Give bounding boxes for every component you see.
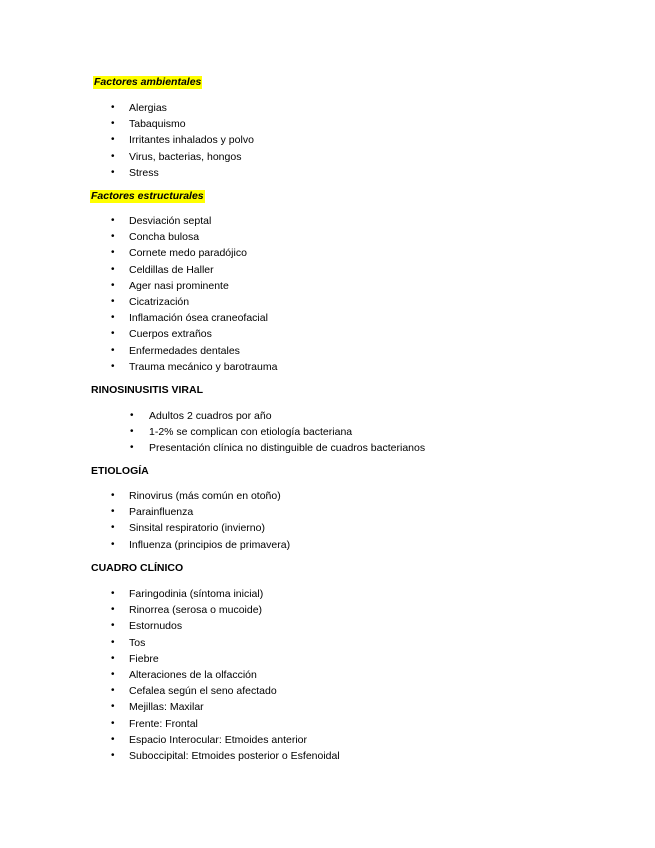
- bullet-icon: •: [111, 134, 115, 146]
- bullet-icon: •: [111, 102, 115, 113]
- bullet-icon: •: [111, 620, 115, 632]
- section-heading-etiologia: ETIOLOGÍA: [91, 465, 149, 477]
- bullet-icon: •: [111, 506, 115, 518]
- bullet-icon: •: [111, 668, 115, 680]
- bullet-icon: •: [111, 588, 115, 599]
- section-heading-estructurales: Factores estructurales: [91, 190, 204, 202]
- bullet-icon: •: [111, 701, 115, 713]
- bullet-icon: •: [111, 344, 115, 356]
- bullet-icon: •: [111, 150, 115, 162]
- bullet-icon: •: [111, 118, 115, 130]
- bullet-icon: •: [111, 312, 115, 324]
- bullet-icon: •: [111, 263, 115, 275]
- bullet-icon: •: [111, 360, 115, 372]
- section-heading-ambientales: Factores ambientales: [94, 76, 202, 88]
- bullet-icon: •: [111, 215, 115, 226]
- bullet-icon: •: [111, 166, 115, 178]
- bullet-icon: •: [111, 604, 115, 616]
- bullet-icon: •: [111, 717, 115, 729]
- bullet-icon: •: [111, 328, 115, 340]
- bullet-icon: •: [111, 652, 115, 664]
- section-heading-cuadro-clinico: CUADRO CLÍNICO: [91, 562, 184, 574]
- bullet-icon: •: [130, 426, 134, 438]
- section-heading-rinosinusitis: RINOSINUSITIS VIRAL: [91, 384, 204, 396]
- bullet-icon: •: [130, 442, 134, 454]
- bullet-icon: •: [111, 247, 115, 259]
- bullet-icon: •: [111, 279, 115, 291]
- bullet-icon: •: [130, 410, 134, 421]
- bullet-icon: •: [111, 636, 115, 648]
- bullet-icon: •: [111, 538, 115, 550]
- bullet-icon: •: [111, 522, 115, 534]
- bullet-icon: •: [111, 685, 115, 697]
- document-page: Factores ambientales • Alergias • Tabaquismo • Irritantes inhalados y polvo • Virus, bacterias, hongos • Stress Factores estructurales • Desviación septal • Concha bulosa • Cornete medo paradójico • Celdillas de Haller • Ager nasi prominente • Cicatrización • Inflamación ósea craneofacial • Cuerpos extraños • Enfermedades dentales • Trauma mecánico y barotrauma RINOSINUSITIS VIRAL • Adultos 2 cuadros por año • 1-2% se complican con etiología bacteriana • Presentación clínica no distinguible de cuadros bacterianos ETIOLOGÍA • Rinovirus (más común en otoño) • Parainfluenza • Sinsital respiratorio (invierno) • Influenza (principios de primavera) CUADRO CLÍNICO • Faringodinia (síntoma inicial) • Rinorrea (serosa o mucoide) • Estornudos • Tos • Fiebre • Alteraciones de la olfacción • Cefalea según el seno afectado • Mejillas: Maxilar • Frente: Frontal • Espacio Interocular: Etmoides anterior • Suboccipital: Etmoides posterior o Esfenoidal: [91, 76, 426, 762]
- bullet-icon: •: [111, 749, 115, 761]
- bullet-icon: •: [111, 490, 115, 501]
- bullet-icon: •: [111, 295, 115, 307]
- bullet-icon: •: [111, 231, 115, 243]
- bullet-icon: •: [111, 733, 115, 745]
